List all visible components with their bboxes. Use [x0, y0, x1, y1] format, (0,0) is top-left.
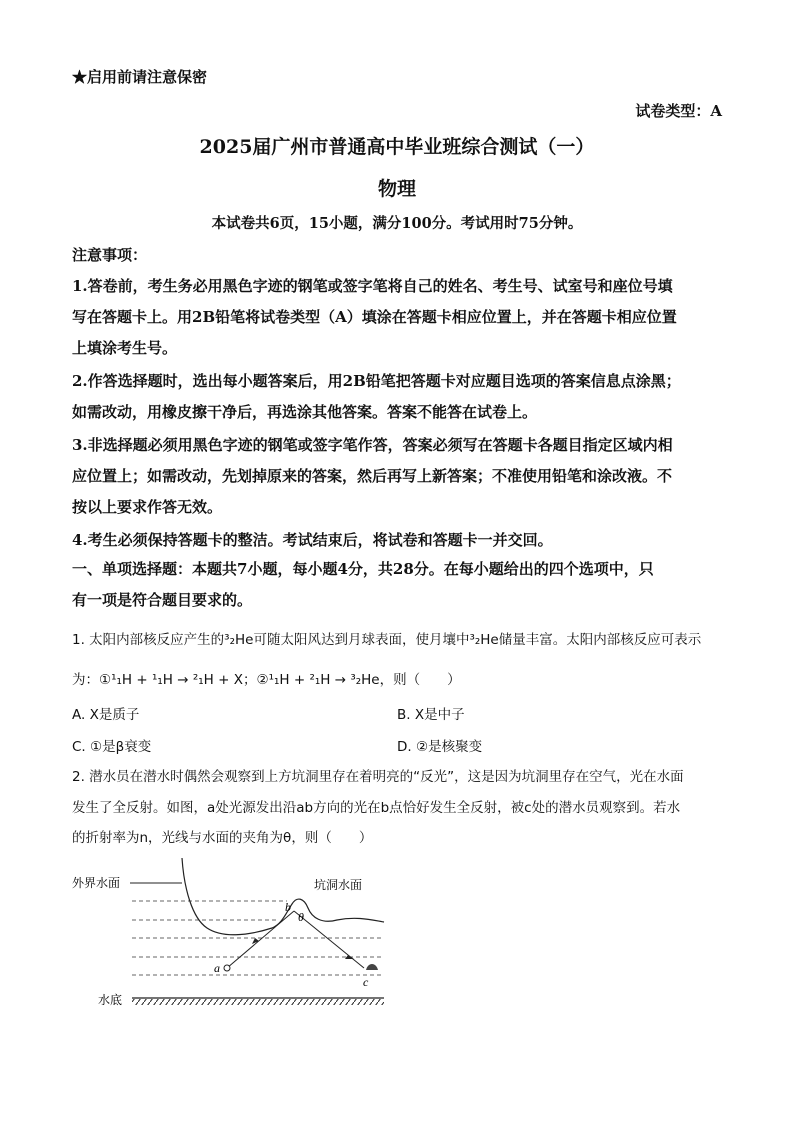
question-2-line: 发生了全反射。如图，a处光源发出沿ab方向的光在b点恰好发生全反射，被c处的潜水员观察到。若水	[72, 800, 681, 816]
label-cave-water: 坑洞水面	[314, 878, 363, 892]
q1-text: ；②	[242, 672, 269, 688]
ray-ab	[227, 911, 294, 968]
option-d: D. ②是核聚变	[397, 739, 483, 755]
question-2-line: 2. 潜水员在潜水时偶然会观察到上方坑洞里存在着明亮的“反光”，这是因为坑洞里存在空气，光在水面	[72, 769, 684, 785]
he3-nuclide: ³₂He	[224, 632, 254, 648]
label-theta: θ	[298, 910, 304, 924]
notes-line: 4.考生必须保持答题卡的整洁。考试结束后，将试卷和答题卡一并交回。	[72, 531, 553, 549]
section-heading: 有一项是符合题目要求的。	[72, 591, 253, 609]
ray-bc	[294, 911, 364, 968]
q1-text: 为：①	[72, 672, 112, 688]
notes-line: 1.答卷前，考生务必用黑色字迹的钢笔或签字笔将自己的姓名、考生号、试室号和座位号填	[72, 277, 673, 295]
q1-text: 储量丰富。太阳内部核反应可表示	[498, 632, 702, 648]
water-dashes	[132, 901, 382, 975]
label-bottom: 水底	[98, 993, 123, 1007]
question-1-reactions	[72, 668, 461, 688]
label-b: b	[285, 900, 291, 914]
exam-title: 2025届广州市普通高中毕业班综合测试（一）	[199, 136, 595, 158]
option-c: C. ①是β衰变	[72, 739, 152, 755]
q1-text: 可随太阳风达到月球表面，使月壤中	[253, 632, 470, 648]
notes-line: 应位置上；如需改动，先划掉原来的答案，然后再写上新答案；不准使用铅笔和涂改液。不	[72, 467, 673, 485]
notes-heading: 注意事项：	[72, 246, 148, 264]
q1-text: 1. 太阳内部核反应产生的	[72, 632, 225, 648]
confidential-notice: ★启用前请注意保密	[72, 68, 208, 86]
exam-info: 本试卷共6页，15小题，满分100分。考试用时75分钟。	[211, 215, 583, 232]
notes-line: 2.作答选择题时，选出每小题答案后，用2B铅笔把答题卡对应题目选项的答案信息点涂黑；	[72, 372, 681, 390]
question-2-line: 的折射率为n，光线与水面的夹角为θ，则（ ）	[72, 830, 373, 846]
he3-nuclide: ³₂He	[469, 632, 499, 648]
notes-line: 按以上要求作答无效。	[72, 498, 223, 516]
figure-svg	[72, 858, 402, 1018]
option-a: A. X是质子	[72, 707, 140, 723]
exam-subject: 物理	[377, 178, 416, 200]
total-reflection-figure	[72, 858, 402, 1018]
reaction-2: ¹₁H + ²₁H → ³₂He	[268, 672, 380, 688]
section-heading: 一、单项选择题：本题共7小题，每小题4分，共28分。在每小题给出的四个选项中，只	[72, 560, 654, 578]
cave-boundary	[182, 858, 384, 935]
diver-eye-icon	[366, 964, 378, 970]
question-1-stem	[72, 628, 701, 648]
label-outside-water: 外界水面	[72, 876, 121, 890]
q1-text: ，则（ ）	[379, 672, 461, 688]
paper-type: 试卷类型：A	[635, 102, 722, 120]
bottom-hatch	[132, 999, 384, 1005]
notes-line: 3.非选择题必须用黑色字迹的钢笔或签字笔作答，答案必须写在答题卡各题目指定区域内相	[72, 436, 673, 454]
label-c: c	[363, 975, 369, 989]
notes-line: 写在答题卡上。用2B铅笔将试卷类型（A）填涂在答题卡相应位置上，并在答题卡相应位置	[72, 308, 677, 326]
option-b: B. X是中子	[397, 707, 465, 723]
notes-line: 上填涂考生号。	[72, 339, 178, 357]
reaction-1: ¹₁H + ¹₁H → ²₁H + X	[111, 672, 243, 688]
point-a-marker	[224, 965, 230, 971]
label-a: a	[214, 961, 220, 975]
notes-line: 如需改动，用橡皮擦干净后，再选涂其他答案。答案不能答在试卷上。	[72, 403, 538, 421]
